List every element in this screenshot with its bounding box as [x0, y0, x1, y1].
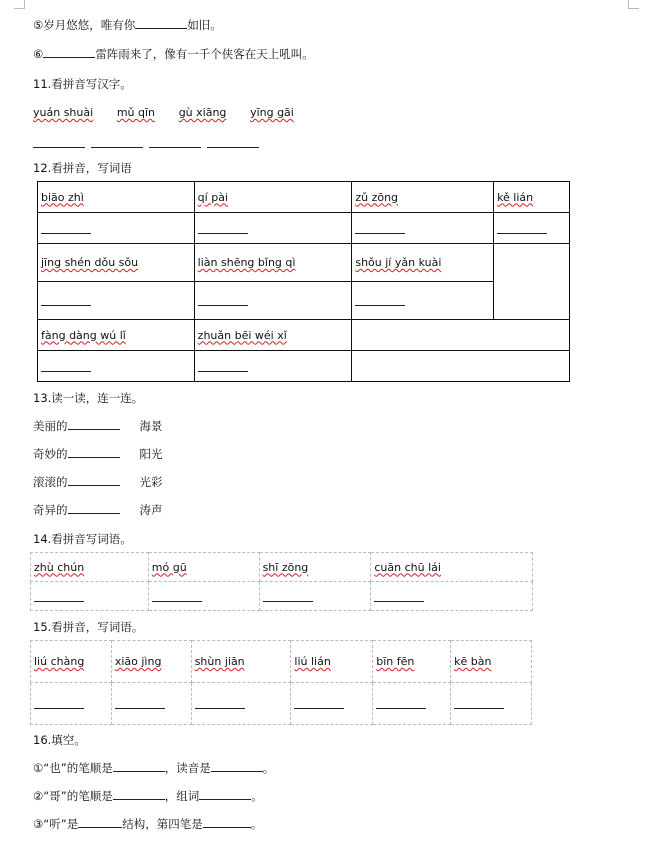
answer-cell[interactable]	[373, 683, 451, 725]
answer-cell[interactable]	[494, 213, 570, 244]
q16-item: ②“哥”的笔顺是 ，组词 。	[33, 789, 263, 803]
answer-cell[interactable]	[148, 582, 259, 611]
answer-cell[interactable]	[352, 213, 494, 244]
q13-row: 滚滚的 光彩	[33, 475, 163, 489]
answer-cell[interactable]	[38, 282, 195, 320]
q13-row: 奇异的 涛声	[33, 503, 163, 517]
answer-cell[interactable]	[38, 351, 195, 382]
q16-item: ③“听”是 结构，第四笔是 。	[33, 817, 263, 831]
q13-row: 奇妙的 阳光	[33, 447, 163, 461]
answer-blank[interactable]	[135, 17, 187, 29]
q14-table: zhù chún mó gū shī zōng cuān chū lái	[30, 552, 533, 611]
answer-cell[interactable]	[451, 683, 532, 725]
fill-line-5: ⑤岁月悠悠，唯有你 如旧。	[33, 18, 222, 32]
q11-title: 11.看拼音写汉字。	[33, 77, 132, 91]
answer-cell[interactable]	[291, 683, 373, 725]
page-corner-mark-right	[628, 0, 639, 9]
page-corner-mark-left	[14, 0, 25, 9]
q14-title: 14.看拼音写词语。	[33, 532, 132, 546]
q13-row: 美丽的 海景	[33, 419, 163, 433]
q16-title: 16.填空。	[33, 733, 86, 747]
answer-cell[interactable]	[194, 282, 352, 320]
answer-cell[interactable]	[111, 683, 191, 725]
answer-cell[interactable]	[194, 213, 352, 244]
q11-pinyin-row: yuán shuài mǔ qīn gù xiāng yīng gāi	[33, 106, 294, 119]
q12-table: biāo zhì qí pài zǔ zōng kě lián jīng shén dǒu sǒu liàn shēng bǐng qì shǒu jí yǎn kuài fàng dàng wú lǐ zhuǎn bēi wéi xǐ	[37, 181, 570, 382]
answer-cell[interactable]	[31, 683, 112, 725]
q16-item: ①“也”的笔顺是 ，读音是 。	[33, 761, 275, 775]
answer-cell[interactable]	[371, 582, 533, 611]
answer-cell[interactable]	[259, 582, 371, 611]
q12-title: 12.看拼音，写词语	[33, 161, 132, 175]
answer-cell[interactable]	[191, 683, 291, 725]
q13-title: 13.读一读，连一连。	[33, 391, 144, 405]
answer-cell[interactable]	[38, 213, 195, 244]
answer-cell[interactable]	[194, 351, 352, 382]
answer-cell[interactable]	[352, 282, 494, 320]
fill-line-6: ⑥ 雷阵雨来了，像有一千个侠客在天上吼叫。	[33, 47, 314, 61]
answer-blank[interactable]	[43, 46, 95, 58]
q11-answer-lines[interactable]	[33, 136, 259, 151]
answer-cell[interactable]	[31, 582, 149, 611]
q15-title: 15.看拼音，写词语。	[33, 620, 144, 634]
q15-table: liú chàng xiāo jìng shùn jiān liú lián bīn fēn kē bàn	[30, 640, 532, 725]
